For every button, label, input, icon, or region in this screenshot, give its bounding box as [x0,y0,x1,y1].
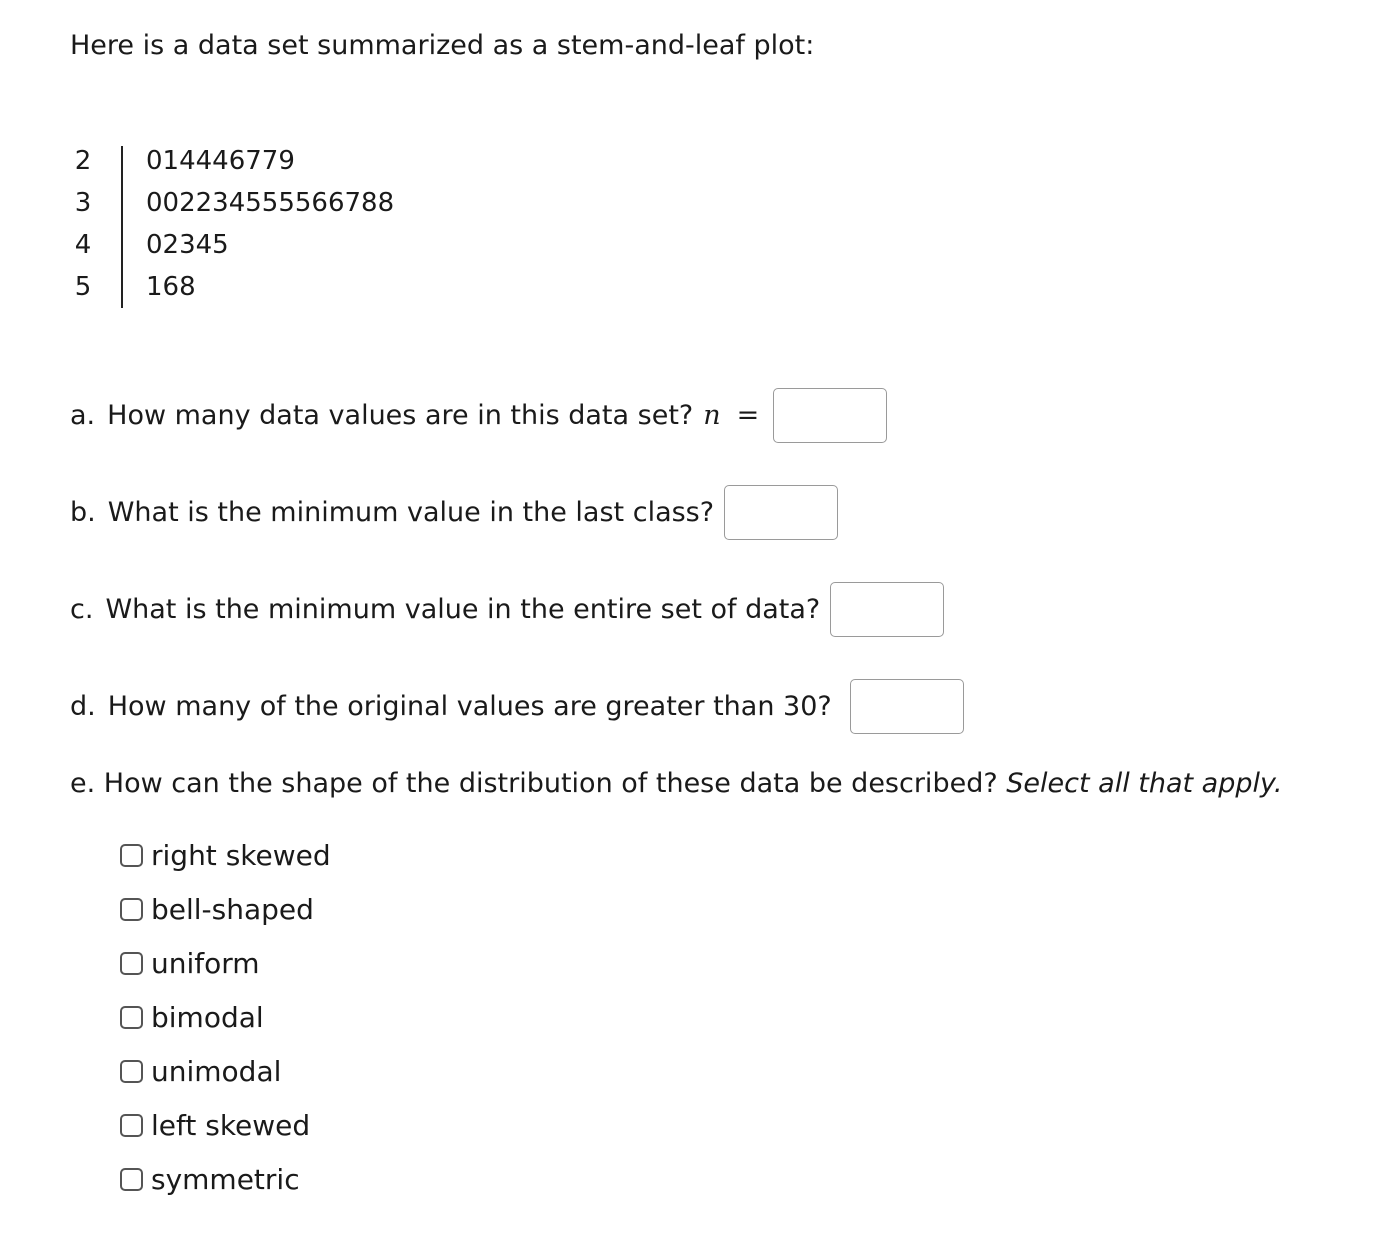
stem: 5 [74,272,92,302]
stem-divider [121,146,123,308]
question-d-label: d. [70,691,96,722]
option-label: bell-shaped [151,892,314,926]
stem: 3 [74,188,92,218]
stem: 4 [74,230,92,260]
question-b [70,485,838,540]
checkbox[interactable] [120,1060,143,1083]
question-c-label: c. [70,594,94,625]
stem-and-leaf-plot [70,140,394,308]
question-d [70,679,964,734]
question-e [70,768,1282,799]
option-label: right skewed [151,838,331,872]
stemleaf-row [70,266,394,308]
checkbox[interactable] [120,898,143,921]
answer-input-b[interactable] [724,485,838,540]
question-e-text: How can the shape of the distribution of these data be described? [103,768,998,799]
option-unimodal[interactable] [120,1044,331,1098]
stemleaf-row [70,140,394,182]
checkbox[interactable] [120,952,143,975]
checkbox[interactable] [120,1114,143,1137]
option-right-skewed[interactable] [120,828,331,882]
question-b-label: b. [70,497,96,528]
answer-input-c[interactable] [830,582,944,637]
question-b-text: What is the minimum value in the last class? [107,497,715,528]
question-a-text: How many data values are in this data set? [107,400,694,431]
checkbox[interactable] [120,844,143,867]
shape-options [120,828,331,1206]
option-left-skewed[interactable] [120,1098,331,1152]
question-e-label: e. [70,768,96,799]
option-label: left skewed [151,1108,311,1142]
question-a-label: a. [70,400,96,431]
option-uniform[interactable] [120,936,331,990]
option-label: symmetric [151,1162,300,1196]
option-symmetric[interactable] [120,1152,331,1206]
option-label: unimodal [151,1054,282,1088]
intro-text: Here is a data set summarized as a stem-and-leaf plot: [70,30,815,61]
option-bimodal[interactable] [120,990,331,1044]
question-c [70,582,944,637]
leaves: 02345 [146,230,229,260]
question-e-instruction: Select all that apply. [1006,768,1283,799]
checkbox[interactable] [120,1006,143,1029]
stemleaf-row [70,182,394,224]
math-equals: = [736,400,760,431]
question-a [70,388,887,443]
question-d-text: How many of the original values are greater than 30? [107,691,832,722]
stemleaf-row [70,224,394,266]
leaves: 014446779 [146,146,295,176]
answer-input-a[interactable] [773,388,887,443]
stem: 2 [74,146,92,176]
answer-input-d[interactable] [850,679,964,734]
option-bell-shaped[interactable] [120,882,331,936]
checkbox[interactable] [120,1168,143,1191]
leaves: 002234555566788 [146,188,395,218]
option-label: uniform [151,946,260,980]
math-variable-n: n [703,400,721,431]
question-c-text: What is the minimum value in the entire set of data? [105,594,821,625]
option-label: bimodal [151,1000,264,1034]
leaves: 168 [146,272,196,302]
